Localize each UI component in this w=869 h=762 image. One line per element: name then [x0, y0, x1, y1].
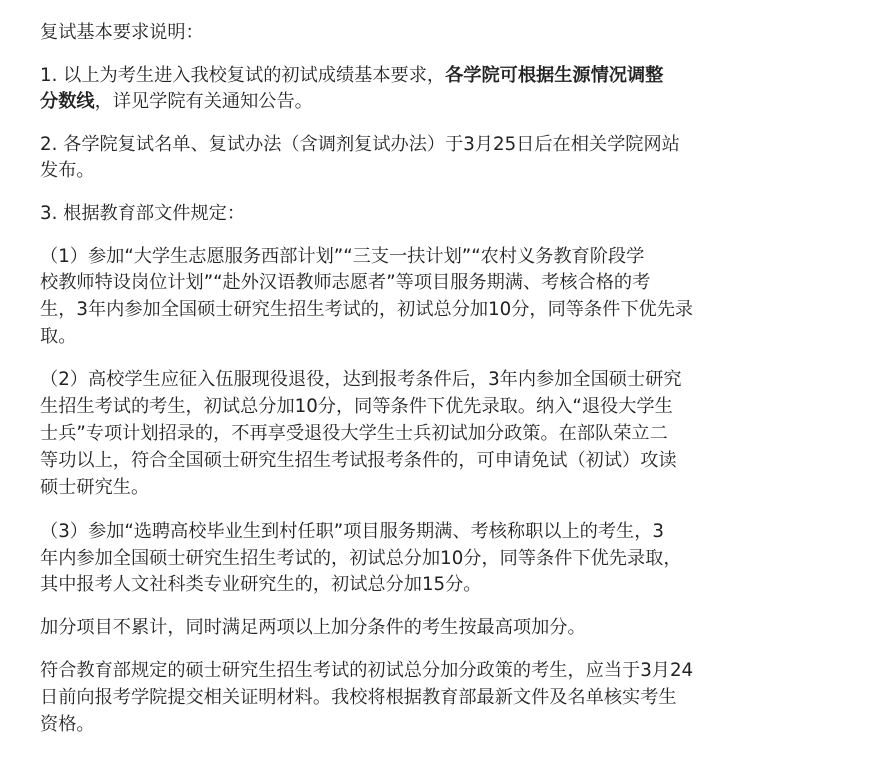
paragraph-5-line-2: 生招生考试的考生，初试总分加10分，同等条件下优先录取。纳入“退役大学生 [40, 396, 673, 417]
paragraph-6-line-3: 其中报考人文社科类专业研究生的，初试总分加15分。 [40, 574, 482, 595]
paragraph-8-line-2: 日前向报考学院提交相关证明材料。我校将根据教育部最新文件及名单核实考生 [40, 687, 677, 708]
paragraph-1-text-end: ，详见学院有关通知公告。 [94, 91, 313, 112]
paragraph-5-line-1: （2）高校学生应征入伍服现役退役，达到报考条件后，3年内参加全国硕士研究 [40, 369, 682, 390]
paragraph-2-line-2: 发布。 [40, 160, 95, 181]
paragraph-5-line-5: 硕士研究生。 [40, 477, 150, 498]
paragraph-5-line-4: 等功以上，符合全国硕士研究生招生考试报考条件的，可申请免试（初试）攻读 [40, 450, 677, 471]
paragraph-1-emphasis-end: 分数线 [40, 91, 95, 112]
page-heading: 复试基本要求说明： [40, 22, 204, 43]
paragraph-4-line-2: 校教师特设岗位计划”“赴外汉语教师志愿者”等项目服务期满、考核合格的考 [40, 272, 651, 293]
paragraph-1-emphasis: 各学院可根据生源情况调整 [445, 65, 664, 86]
paragraph-3-line-1: 3. 根据教育部文件规定： [40, 203, 246, 224]
paragraph-2-line-1: 2. 各学院复试名单、复试办法（含调剂复试办法）于3月25日后在相关学院网站 [40, 134, 680, 155]
paragraph-6-line-1: （3）参加“选聘高校毕业生到村任职”项目服务期满、考核称职以上的考生，3 [40, 521, 664, 542]
paragraph-4-line-1: （1）参加“大学生志愿服务西部计划”“三支一扶计划”“农村义务教育阶段学 [40, 246, 645, 267]
paragraph-1-text: 1. 以上为考生进入我校复试的初试成绩基本要求， [40, 65, 446, 86]
paragraph-6-line-2: 年内参加全国硕士研究生招生考试的，初试总分加10分，同等条件下优先录取， [40, 548, 682, 569]
paragraph-7-line-1: 加分项目不累计，同时满足两项以上加分条件的考生按最高项加分。 [40, 617, 586, 638]
paragraph-8-line-1: 符合教育部规定的硕士研究生招生考试的初试总分加分政策的考生，应当于3月24 [40, 660, 694, 681]
paragraph-5-line-3: 士兵”专项计划招录的，不再享受退役大学生士兵初试加分政策。在部队荣立二 [40, 423, 668, 444]
paragraph-1-line-1 [40, 63, 663, 89]
paragraph-1-line-2 [40, 89, 313, 115]
paragraph-8-line-3: 资格。 [40, 714, 95, 735]
paragraph-4-line-3: 生，3年内参加全国硕士研究生招生考试的，初试总分加10分，同等条件下优先录 [40, 299, 694, 320]
paragraph-4-line-4: 取。 [40, 326, 77, 347]
